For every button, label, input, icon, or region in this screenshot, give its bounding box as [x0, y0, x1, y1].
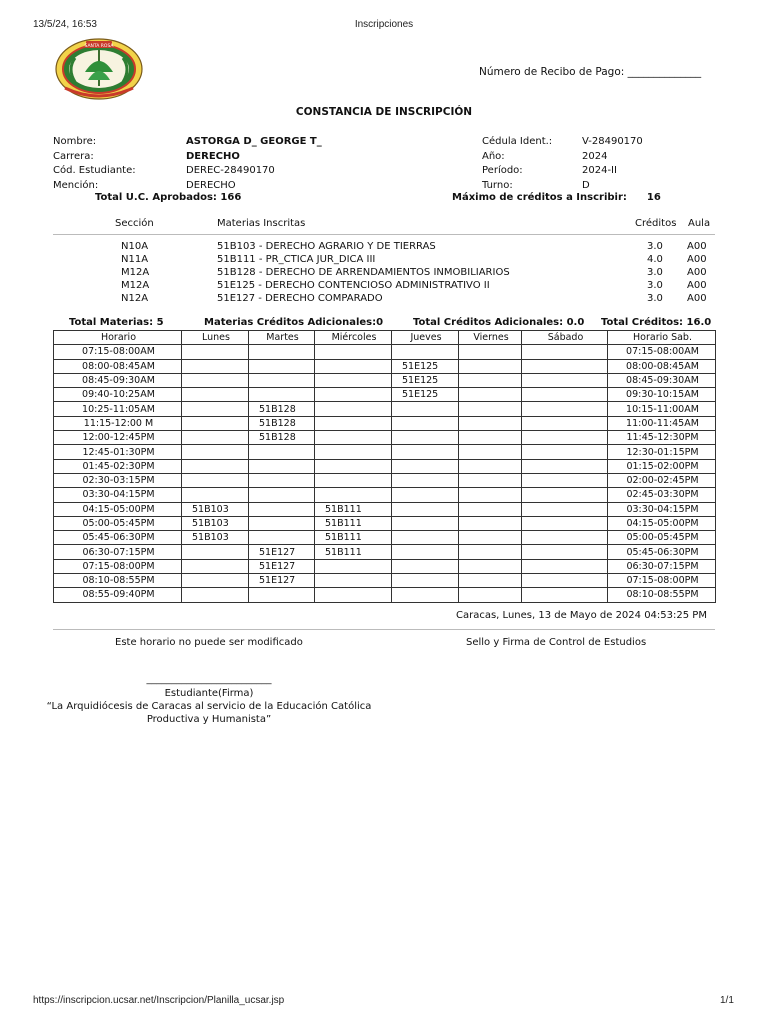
schedule-cell: 51E125	[392, 359, 459, 373]
schedule-cell	[182, 416, 249, 430]
saturday-time-slot-cell: 08:45-09:30AM	[608, 373, 716, 387]
schedule-cell	[459, 516, 522, 530]
schedule-cell	[522, 516, 608, 530]
table-row	[54, 516, 716, 530]
student-mention: DERECHO	[186, 179, 236, 191]
table-row	[54, 502, 716, 516]
saturday-time-slot-cell: 05:00-05:45PM	[608, 531, 716, 545]
schedule-cell	[315, 388, 392, 402]
schedule-cell	[315, 488, 392, 502]
schedule-cell	[522, 416, 608, 430]
schedule-cell	[392, 531, 459, 545]
materias-creditos-adicionales: Materias Créditos Adicionales:0	[204, 317, 384, 328]
time-slot-cell: 06:30-07:15PM	[54, 545, 182, 559]
schedule-cell	[522, 588, 608, 602]
schedule-table	[53, 330, 716, 603]
time-slot-cell: 05:45-06:30PM	[54, 531, 182, 545]
time-slot-cell: 09:40-10:25AM	[54, 388, 182, 402]
schedule-cell	[249, 373, 315, 387]
list-item: N10A 51B103 - DERECHO AGRARIO Y DE TIERRAS 3.0 A00	[121, 241, 707, 252]
table-row	[54, 545, 716, 559]
list-item: N12A 51E127 - DERECHO COMPARADO 3.0 A00	[121, 293, 707, 304]
schedule-cell: 51E127	[249, 574, 315, 588]
table-row	[54, 345, 716, 359]
print-title: Inscripciones	[354, 19, 414, 30]
table-row	[54, 531, 716, 545]
schedule-cell	[459, 416, 522, 430]
schedule-cell	[392, 416, 459, 430]
schedule-cell	[182, 488, 249, 502]
schedule-header-cell: Horario Sab.	[608, 331, 716, 345]
schedule-cell	[182, 373, 249, 387]
schedule-cell	[522, 402, 608, 416]
document-title: CONSTANCIA DE INSCRIPCIÓN	[295, 106, 473, 118]
schedule-cell	[392, 459, 459, 473]
schedule-cell	[249, 516, 315, 530]
schedule-cell	[459, 488, 522, 502]
schedule-cell	[182, 473, 249, 487]
student-labels: Nombre: Carrera: Cód. Estudiante: Mención:	[53, 136, 136, 191]
time-slot-cell: 07:15-08:00AM	[54, 345, 182, 359]
signature-line: _________________________	[146, 674, 272, 685]
schedule-cell: 51B103	[182, 516, 249, 530]
schedule-cell	[459, 345, 522, 359]
schedule-header-cell: Viernes	[459, 331, 522, 345]
time-slot-cell: 10:25-11:05AM	[54, 402, 182, 416]
schedule-cell	[459, 502, 522, 516]
saturday-time-slot-cell: 05:45-06:30PM	[608, 545, 716, 559]
schedule-cell	[182, 574, 249, 588]
saturday-time-slot-cell: 06:30-07:15PM	[608, 559, 716, 573]
total-creditos: Total Créditos: 16.0	[601, 317, 712, 328]
schedule-cell	[392, 473, 459, 487]
schedule-cell: 51B111	[315, 516, 392, 530]
schedule-cell	[392, 445, 459, 459]
table-row	[54, 488, 716, 502]
saturday-time-slot-cell: 08:10-08:55PM	[608, 588, 716, 602]
student-values-right	[582, 135, 643, 193]
schedule-cell	[392, 488, 459, 502]
time-slot-cell: 02:30-03:15PM	[54, 473, 182, 487]
saturday-time-slot-cell: 11:45-12:30PM	[608, 431, 716, 445]
col-creditos: Créditos	[635, 218, 677, 229]
time-slot-cell: 11:15-12:00 M	[54, 416, 182, 430]
table-row	[54, 431, 716, 445]
schedule-cell: 51B103	[182, 502, 249, 516]
schedule-cell	[522, 445, 608, 459]
schedule-header-cell: Sábado	[522, 331, 608, 345]
saturday-time-slot-cell: 11:00-11:45AM	[608, 416, 716, 430]
col-materias: Materias Inscritas	[217, 218, 306, 229]
time-slot-cell: 08:00-08:45AM	[54, 359, 182, 373]
schedule-cell	[315, 473, 392, 487]
table-row	[54, 588, 716, 602]
schedule-cell	[249, 388, 315, 402]
schedule-cell	[315, 574, 392, 588]
schedule-cell	[522, 431, 608, 445]
schedule-cell	[182, 559, 249, 573]
schedule-cell	[182, 359, 249, 373]
schedule-cell	[522, 359, 608, 373]
student-career: DERECHO	[186, 150, 240, 162]
student-name: ASTORGA D_ GEORGE T_	[186, 136, 322, 147]
note-stamp-signature: Sello y Firma de Control de Estudios	[466, 637, 647, 648]
schedule-header-cell: Horario	[54, 331, 182, 345]
student-values	[186, 135, 322, 193]
schedule-cell	[459, 473, 522, 487]
schedule-cell: 51E125	[392, 388, 459, 402]
schedule-cell	[182, 545, 249, 559]
schedule-cell	[182, 431, 249, 445]
schedule-cell	[315, 402, 392, 416]
receipt-number: Número de Recibo de Pago: ______________	[479, 66, 702, 78]
schedule-cell	[522, 488, 608, 502]
list-item: M12A 51B128 - DERECHO DE ARRENDAMIENTOS INMOBILIARIOS 3.0 A00	[121, 267, 707, 278]
student-period: 2024-II	[582, 165, 617, 176]
schedule-cell	[249, 531, 315, 545]
schedule-cell	[459, 402, 522, 416]
signature-label: Estudiante(Firma)	[164, 688, 254, 699]
schedule-header-cell: Martes	[249, 331, 315, 345]
schedule-cell	[392, 431, 459, 445]
schedule-cell	[315, 559, 392, 573]
schedule-cell	[182, 445, 249, 459]
total-materias: Total Materias: 5	[69, 317, 164, 328]
print-url[interactable]: https://inscripcion.ucsar.net/Inscripcion/Planilla_ucsar.jsp	[33, 995, 285, 1006]
schedule-cell	[522, 373, 608, 387]
schedule-cell	[315, 445, 392, 459]
time-slot-cell: 03:30-04:15PM	[54, 488, 182, 502]
schedule-cell	[249, 459, 315, 473]
schedule-cell	[182, 459, 249, 473]
schedule-cell: 51E127	[249, 545, 315, 559]
schedule-cell	[459, 445, 522, 459]
schedule-cell	[459, 531, 522, 545]
university-logo	[55, 38, 143, 100]
schedule-cell: 51B128	[249, 416, 315, 430]
logo-seal-text: SANTA ROSA	[84, 43, 114, 49]
schedule-cell	[315, 345, 392, 359]
schedule-cell	[522, 502, 608, 516]
saturday-time-slot-cell: 07:15-08:00AM	[608, 345, 716, 359]
schedule-cell	[522, 531, 608, 545]
schedule-cell	[392, 402, 459, 416]
note-unmodifiable: Este horario no puede ser modificado	[115, 637, 303, 648]
print-page-number: 1/1	[720, 995, 734, 1006]
saturday-time-slot-cell: 10:15-11:00AM	[608, 402, 716, 416]
total-creditos-adicionales: Total Créditos Adicionales: 0.0	[413, 317, 585, 328]
schedule-cell	[459, 388, 522, 402]
time-slot-cell: 12:00-12:45PM	[54, 431, 182, 445]
schedule-cell	[392, 574, 459, 588]
divider	[53, 629, 715, 630]
motto-line-2: Productiva y Humanista”	[146, 714, 272, 725]
print-datetime: 13/5/24, 16:53	[33, 19, 97, 30]
schedule-cell	[315, 431, 392, 445]
schedule-cell	[182, 388, 249, 402]
schedule-cell: 51E125	[392, 373, 459, 387]
schedule-cell	[459, 545, 522, 559]
saturday-time-slot-cell: 01:15-02:00PM	[608, 459, 716, 473]
schedule-cell: 51B128	[249, 402, 315, 416]
table-row	[54, 359, 716, 373]
schedule-cell	[392, 588, 459, 602]
saturday-time-slot-cell: 08:00-08:45AM	[608, 359, 716, 373]
max-credits: Máximo de créditos a Inscribir: 16	[452, 192, 661, 203]
divider	[53, 234, 715, 235]
schedule-cell	[249, 488, 315, 502]
time-slot-cell: 04:15-05:00PM	[54, 502, 182, 516]
saturday-time-slot-cell: 12:30-01:15PM	[608, 445, 716, 459]
list-item: M12A 51E125 - DERECHO CONTENCIOSO ADMINISTRATIVO II 3.0 A00	[121, 280, 707, 291]
schedule-cell	[392, 545, 459, 559]
schedule-cell	[459, 373, 522, 387]
schedule-cell	[249, 359, 315, 373]
schedule-cell	[522, 559, 608, 573]
schedule-cell: 51E127	[249, 559, 315, 573]
table-row	[54, 402, 716, 416]
col-seccion: Sección	[115, 218, 154, 229]
issue-date: Caracas, Lunes, 13 de Mayo de 2024 04:53:25 PM	[456, 610, 707, 621]
table-row	[54, 388, 716, 402]
schedule-cell	[459, 588, 522, 602]
schedule-cell	[392, 345, 459, 359]
table-row	[54, 445, 716, 459]
table-row	[54, 416, 716, 430]
schedule-cell	[522, 473, 608, 487]
schedule-cell	[522, 388, 608, 402]
schedule-cell	[249, 345, 315, 359]
schedule-cell: 51B111	[315, 531, 392, 545]
total-uc-approved: Total U.C. Aprobados: 166	[95, 192, 242, 203]
schedule-cell	[522, 345, 608, 359]
schedule-cell	[459, 559, 522, 573]
schedule-cell	[315, 359, 392, 373]
saturday-time-slot-cell: 03:30-04:15PM	[608, 502, 716, 516]
schedule-cell	[522, 545, 608, 559]
table-row	[54, 459, 716, 473]
table-row	[54, 373, 716, 387]
list-item: N11A 51B111 - PR_CTICA JUR_DICA III 4.0 A00	[121, 254, 707, 265]
time-slot-cell: 08:10-08:55PM	[54, 574, 182, 588]
col-aula: Aula	[688, 218, 711, 229]
saturday-time-slot-cell: 02:00-02:45PM	[608, 473, 716, 487]
time-slot-cell: 12:45-01:30PM	[54, 445, 182, 459]
schedule-cell	[249, 502, 315, 516]
saturday-time-slot-cell: 07:15-08:00PM	[608, 574, 716, 588]
student-year: 2024	[582, 150, 608, 162]
schedule-cell	[459, 431, 522, 445]
schedule-cell	[315, 416, 392, 430]
schedule-cell	[182, 402, 249, 416]
schedule-cell	[315, 373, 392, 387]
schedule-cell: 51B111	[315, 545, 392, 559]
table-row	[54, 473, 716, 487]
schedule-cell	[182, 588, 249, 602]
student-labels-right: Cédula Ident.: Año: Período: Turno:	[482, 136, 553, 191]
time-slot-cell: 01:45-02:30PM	[54, 459, 182, 473]
table-row	[54, 574, 716, 588]
schedule-cell	[315, 459, 392, 473]
schedule-cell: 51B103	[182, 531, 249, 545]
schedule-header-cell: Lunes	[182, 331, 249, 345]
schedule-header-cell: Jueves	[392, 331, 459, 345]
schedule-cell	[392, 502, 459, 516]
schedule-header-row	[54, 331, 716, 345]
schedule-cell	[392, 559, 459, 573]
schedule-cell: 51B111	[315, 502, 392, 516]
schedule-cell	[459, 359, 522, 373]
schedule-cell	[459, 459, 522, 473]
time-slot-cell: 05:00-05:45PM	[54, 516, 182, 530]
time-slot-cell: 08:55-09:40PM	[54, 588, 182, 602]
schedule-cell	[249, 445, 315, 459]
schedule-header-cell: Miércoles	[315, 331, 392, 345]
motto-line-1: “La Arquidiócesis de Caracas al servicio de la Educación Católica	[46, 701, 372, 712]
time-slot-cell: 08:45-09:30AM	[54, 373, 182, 387]
time-slot-cell: 07:15-08:00PM	[54, 559, 182, 573]
schedule-cell	[249, 473, 315, 487]
student-id: V-28490170	[582, 136, 643, 147]
schedule-cell	[459, 574, 522, 588]
schedule-cell	[182, 345, 249, 359]
schedule-cell	[522, 459, 608, 473]
schedule-cell	[315, 588, 392, 602]
saturday-time-slot-cell: 09:30-10:15AM	[608, 388, 716, 402]
schedule-cell	[392, 516, 459, 530]
schedule-cell: 51B128	[249, 431, 315, 445]
student-code: DEREC-28490170	[186, 165, 275, 176]
saturday-time-slot-cell: 04:15-05:00PM	[608, 516, 716, 530]
schedule-cell	[249, 588, 315, 602]
schedule-cell	[522, 574, 608, 588]
table-row	[54, 559, 716, 573]
student-shift: D	[582, 179, 590, 191]
saturday-time-slot-cell: 02:45-03:30PM	[608, 488, 716, 502]
